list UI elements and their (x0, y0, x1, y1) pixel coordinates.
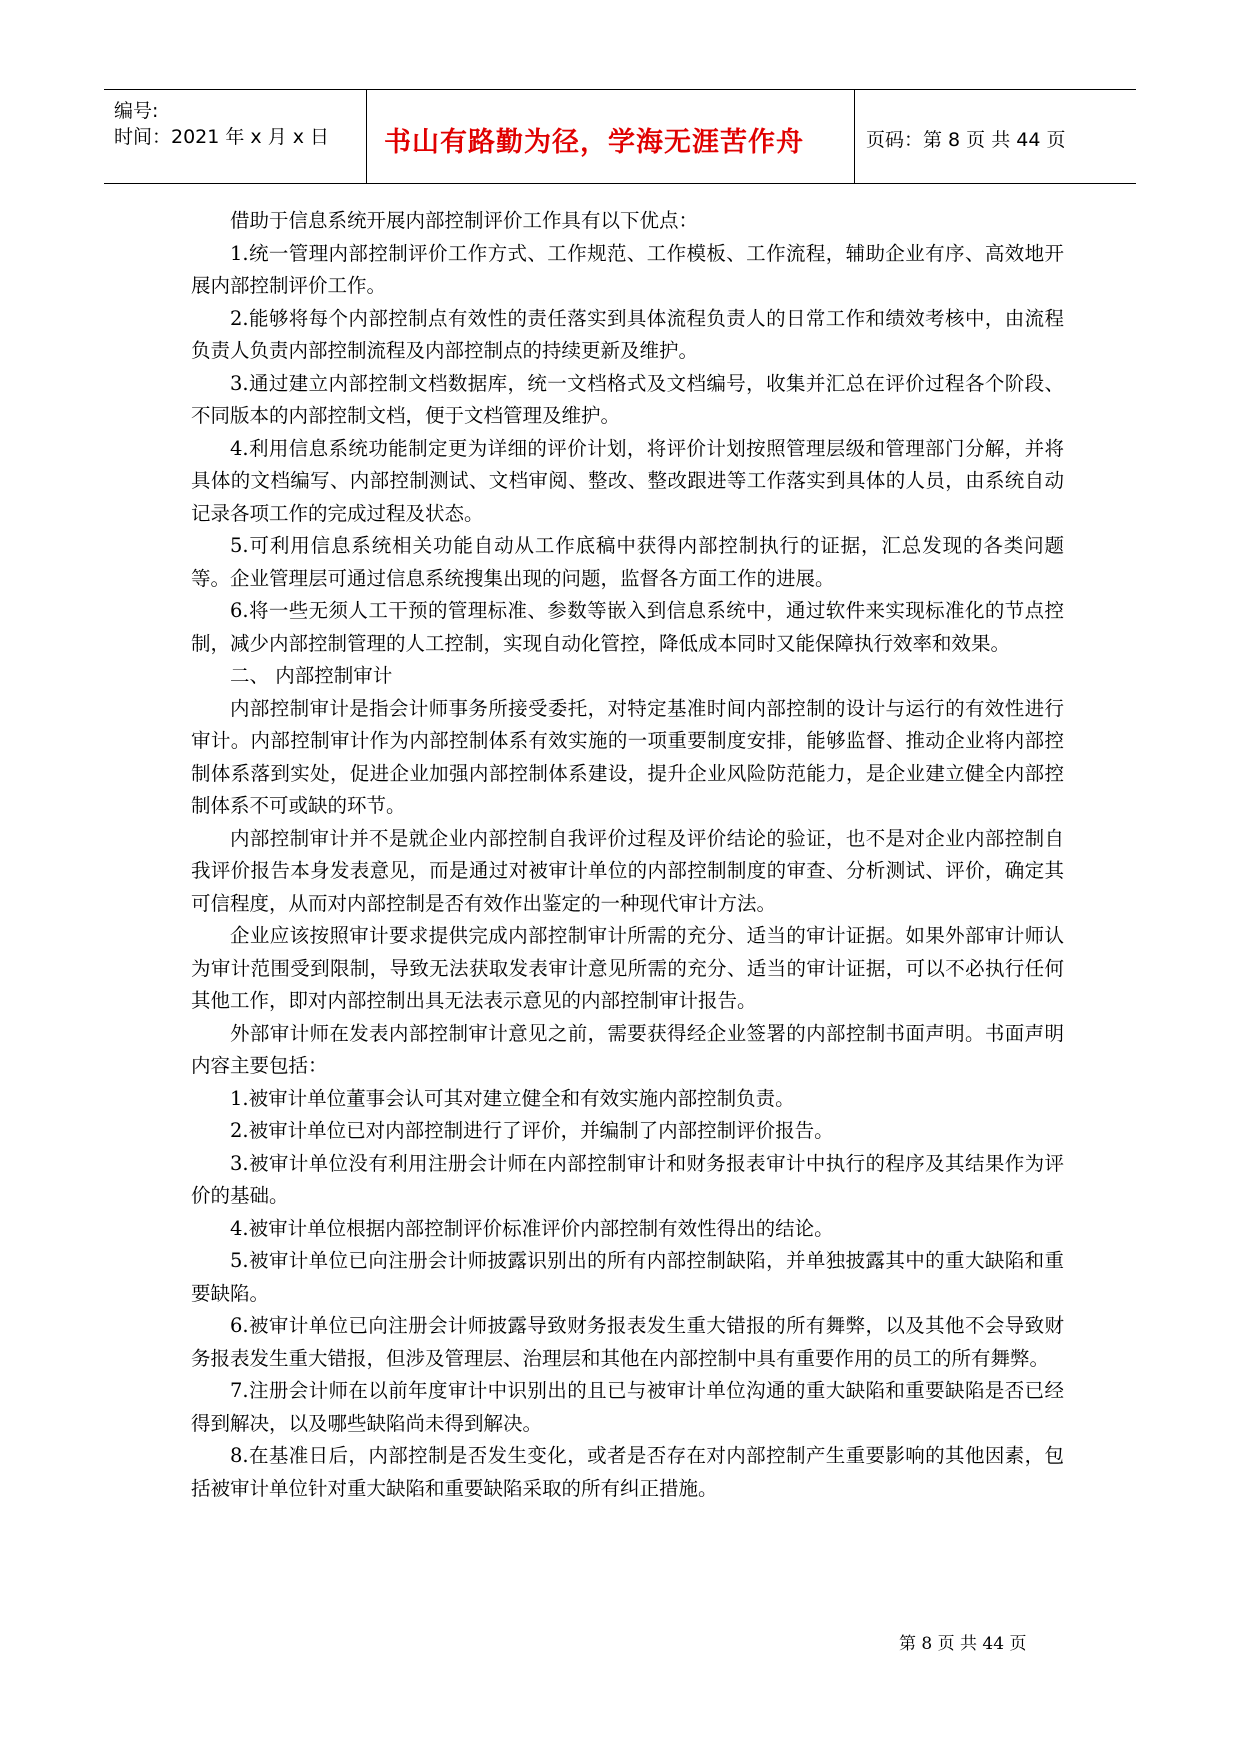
list-item: 6.被审计单位已向注册会计师披露导致财务报表发生重大错报的所有舞弊，以及其他不会导致财务报表发生重大错报，但涉及管理层、治理层和其他在内部控制中具有重要作用的员工的所有舞弊。 (191, 1314, 1064, 1370)
paragraph: 外部审计师在发表内部控制审计意见之前，需要获得经企业签署的内部控制书面声明。书面声明内容主要包括： (191, 1021, 1064, 1077)
list-item: 4.被审计单位根据内部控制评价标准评价内部控制有效性得出的结论。 (230, 1216, 834, 1240)
list-item: 1.统一管理内部控制评价工作方式、工作规范、工作模板、工作流程，辅助企业有序、高效地开展内部控制评价工作。 (191, 241, 1064, 297)
header-divider (366, 90, 367, 183)
document-number-label: 编号: (114, 100, 159, 122)
list-item: 2.能够将每个内部控制点有效性的责任落实到具体流程负责人的日常工作和绩效考核中，由流程负责人负责内部控制流程及内部控制点的持续更新及维护。 (191, 306, 1064, 362)
header-motto: 书山有路勤为径，学海无涯苦作舟 (384, 127, 804, 158)
list-item: 2.被审计单位已对内部控制进行了评价，并编制了内部控制评价报告。 (230, 1119, 834, 1142)
list-item: 5.被审计单位已向注册会计师披露识别出的所有内部控制缺陷，并单独披露其中的重大缺陷和重要缺陷。 (191, 1249, 1064, 1305)
page-footer: 第 8 页 共 44 页 (899, 1634, 1027, 1654)
list-item: 5.可利用信息系统相关功能自动从工作底稿中获得内部控制执行的证据，汇总发现的各类问题等。企业管理层可通过信息系统搜集出现的问题，监督各方面工作的进展。 (191, 534, 1064, 590)
list-item: 3.被审计单位没有利用注册会计师在内部控制审计和财务报表审计中执行的程序及其结果作为评价的基础。 (191, 1151, 1064, 1207)
paragraph: 借助于信息系统开展内部控制评价工作具有以下优点： (230, 209, 699, 232)
section-heading: 二、 内部控制审计 (230, 664, 393, 687)
list-item: 1.被审计单位董事会认可其对建立健全和有效实施内部控制负责。 (230, 1086, 795, 1110)
list-item: 7.注册会计师在以前年度审计中识别出的且已与被审计单位沟通的重大缺陷和重要缺陷是否已经得到解决，以及哪些缺陷尚未得到解决。 (191, 1379, 1064, 1435)
page-header (104, 89, 1136, 184)
paragraph: 内部控制审计是指会计师事务所接受委托，对特定基准时间内部控制的设计与运行的有效性进行审计。内部控制审计作为内部控制体系有效实施的一项重要制度安排，能够监督、推动企业将内部控制体系落到实处，促进企业加强内部控制体系建设，提升企业风险防范能力，是企业建立健全内部控制体系不可或缺的环节。 (191, 696, 1064, 817)
header-divider (854, 90, 855, 183)
list-item: 8.在基准日后，内部控制是否发生变化，或者是否存在对内部控制产生重要影响的其他因素，包括被审计单位针对重大缺陷和重要缺陷采取的所有纠正措施。 (191, 1444, 1064, 1500)
list-item: 3.通过建立内部控制文档数据库，统一文档格式及文档编号，收集并汇总在评价过程各个阶段、不同版本的内部控制文档，便于文档管理及维护。 (191, 371, 1064, 427)
document-body (191, 205, 1064, 1505)
document-time-label: 时间：2021 年 x 月 x 日 (114, 126, 330, 148)
paragraph: 内部控制审计并不是就企业内部控制自我评价过程及评价结论的验证，也不是对企业内部控制自我评价报告本身发表意见，而是通过对被审计单位的内部控制制度的审查、分析测试、评价，确定其可信程度，从而对内部控制是否有效作出鉴定的一种现代审计方法。 (191, 826, 1064, 915)
header-page-number: 页码：第 8 页 共 44 页 (866, 129, 1066, 151)
paragraph: 企业应该按照审计要求提供完成内部控制审计所需的充分、适当的审计证据。如果外部审计师认为审计范围受到限制，导致无法获取发表审计意见所需的充分、适当的审计证据，可以不必执行任何其他工作，即对内部控制出具无法表示意见的内部控制审计报告。 (191, 924, 1064, 1012)
list-item: 6.将一些无须人工干预的管理标准、参数等嵌入到信息系统中，通过软件来实现标准化的节点控制，减少内部控制管理的人工控制，实现自动化管控，降低成本同时又能保障执行效率和效果。 (191, 599, 1064, 655)
list-item: 4.利用信息系统功能制定更为详细的评价计划，将评价计划按照管理层级和管理部门分解，并将具体的文档编写、内部控制测试、文档审阅、整改、整改跟进等工作落实到具体的人员，由系统自动记录各项工作的完成过程及状态。 (191, 436, 1064, 525)
